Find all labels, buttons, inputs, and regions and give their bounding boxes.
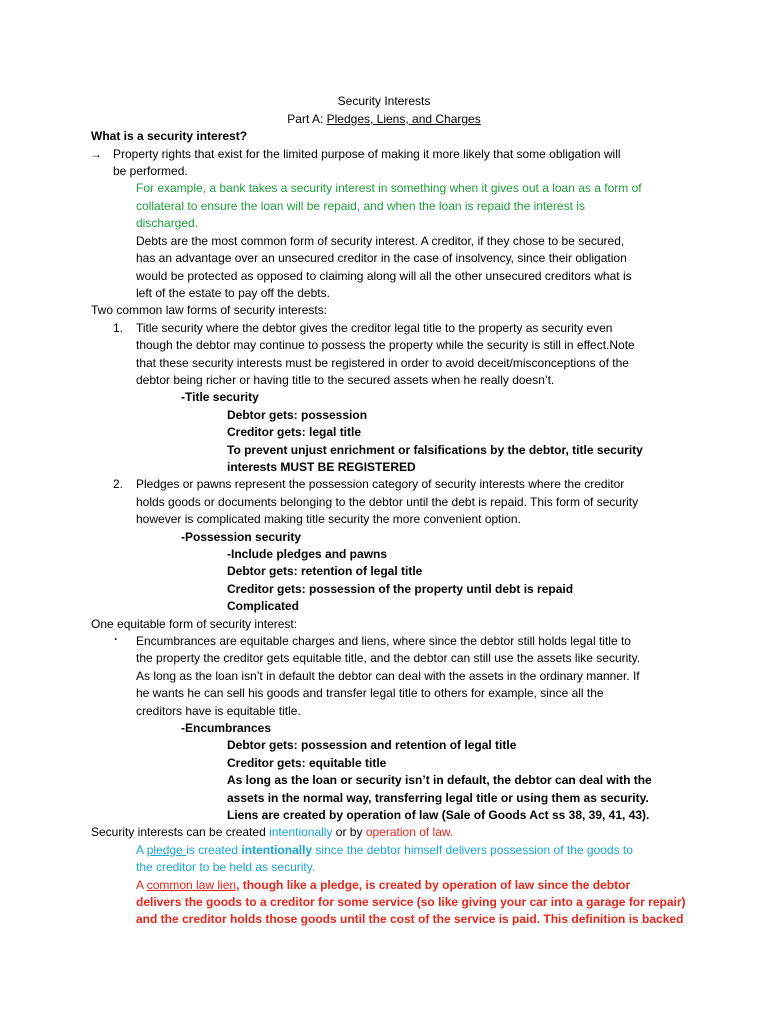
- arrow-icon: →: [90, 147, 102, 161]
- debts-line: has an advantage over an unsecured creditor in the case of insolvency, since their obligation: [136, 251, 627, 265]
- page-title: Security Interests: [337, 94, 431, 108]
- item2-point: -Include pledges and pawns: [227, 547, 388, 561]
- item1-point: Creditor gets: legal title: [227, 425, 362, 439]
- question-heading: What is a security interest?: [91, 129, 248, 143]
- example-line: For example, a bank takes a security interest in something when it gives out a loan as a form of: [136, 181, 642, 195]
- lien-line: and the creditor holds those goods until the cost of the service is paid. This definition is backed: [136, 912, 684, 926]
- pledge-line: [136, 842, 633, 859]
- item1-heading: -Title security: [181, 390, 259, 404]
- lien-text: , though like a pledge, is created by operation of law since the debtor: [236, 878, 631, 892]
- list-number: 2.: [113, 477, 124, 491]
- item3-line: As long as the loan isn’t in default the debtor can deal with the assets in the ordinary manner. If: [136, 669, 640, 683]
- pledge-text: A: [136, 843, 147, 857]
- item2-point: Debtor gets: retention of legal title: [227, 564, 423, 578]
- item2-line: Pledges or pawns represent the possession category of security interests where the creditor: [136, 477, 625, 491]
- bullet-icon: ·: [114, 632, 118, 646]
- item1-line: Title security where the debtor gives the creditor legal title to the property as security even: [136, 321, 613, 335]
- item1-point: To prevent unjust enrichment or falsifications by the debtor, title security: [227, 443, 643, 457]
- item3-point: Liens are created by operation of law (Sale of Goods Act ss 38, 39, 41, 43).: [227, 808, 650, 822]
- pledge-intentionally: intentionally: [241, 843, 313, 857]
- lien-line: delivers the goods to a creditor for some service (so like giving your car into a garage for repair): [136, 895, 686, 909]
- debts-line: left of the estate to pay off the debts.: [136, 286, 330, 300]
- item3-line: Encumbrances are equitable charges and liens, where since the debtor still holds legal title to: [136, 634, 631, 648]
- pledge-text: is created: [186, 843, 242, 857]
- debts-line: would be protected as opposed to claiming along will all the other unsecured creditors what is: [136, 269, 632, 283]
- pledge-term: pledge: [146, 843, 187, 857]
- debts-line: Debts are the most common form of security interest. A creditor, if they chose to be secured,: [136, 234, 625, 248]
- creation-text: Security interests can be created: [91, 825, 270, 839]
- example-line: discharged.: [136, 216, 199, 230]
- creation-sentence: [91, 824, 453, 841]
- example-line: collateral to ensure the loan will be repaid, and when the loan is repaid the interest is: [136, 199, 585, 213]
- item3-point: Debtor gets: possession and retention of legal title: [227, 738, 517, 752]
- lien-term: common law lien: [146, 878, 237, 892]
- lien-line: [136, 877, 630, 894]
- item3-line: the property the creditor gets equitable title, and the debtor can still use the assets like security.: [136, 651, 641, 665]
- item1-line: though the debtor may continue to possess the property while the security is still in effect.Note: [136, 338, 635, 352]
- item2-point: Complicated: [227, 599, 300, 613]
- creation-text: or by: [332, 825, 366, 839]
- page-subtitle: [0, 111, 768, 128]
- item3-line: he wants he can sell his goods and transfer legal title to others for example, since all the: [136, 686, 604, 700]
- item2-heading: -Possession security: [181, 530, 302, 544]
- item2-line: however is complicated making title security the more convenient option.: [136, 512, 521, 526]
- pledge-text: since the debtor himself delivers possession of the goods to: [312, 843, 633, 857]
- item3-point: As long as the loan or security isn’t in default, the debtor can deal with the: [227, 773, 652, 787]
- item1-line: that these security interests must be registered in order to avoid deceit/misconceptions of the: [136, 356, 629, 370]
- creation-intentionally: intentionally: [269, 825, 333, 839]
- subtitle-underlined: Pledges, Liens, and Charges: [326, 112, 481, 126]
- item2-line: holds goods or documents belonging to the debtor until the debt is repaid. This form of security: [136, 495, 639, 509]
- subtitle-prefix: Part A:: [287, 112, 327, 126]
- creation-operation-of-law: operation of law: [365, 825, 450, 839]
- item1-line: debtor being richer or having title to the secured assets when he really doesn’t.: [136, 373, 555, 387]
- list-number: 1.: [113, 321, 124, 335]
- lien-text: A: [136, 878, 147, 892]
- item1-point: interests MUST BE REGISTERED: [227, 460, 416, 474]
- item3-point: assets in the normal way, transferring legal title or using them as security.: [227, 791, 649, 805]
- item3-heading: -Encumbrances: [181, 721, 272, 735]
- definition-line: be performed.: [113, 164, 188, 178]
- creation-period: .: [449, 825, 454, 839]
- pledge-line: the creditor to be held as security.: [136, 860, 316, 874]
- definition-line: Property rights that exist for the limited purpose of making it more likely that some obligation will: [113, 147, 621, 161]
- item3-point: Creditor gets: equitable title: [227, 756, 387, 770]
- item1-point: Debtor gets: possession: [227, 408, 368, 422]
- section-intro: One equitable form of security interest:: [91, 617, 298, 631]
- section-intro: Two common law forms of security interests:: [91, 303, 328, 317]
- item2-point: Creditor gets: possession of the property until debt is repaid: [227, 582, 574, 596]
- item3-line: creditors have is equitable title.: [136, 704, 301, 718]
